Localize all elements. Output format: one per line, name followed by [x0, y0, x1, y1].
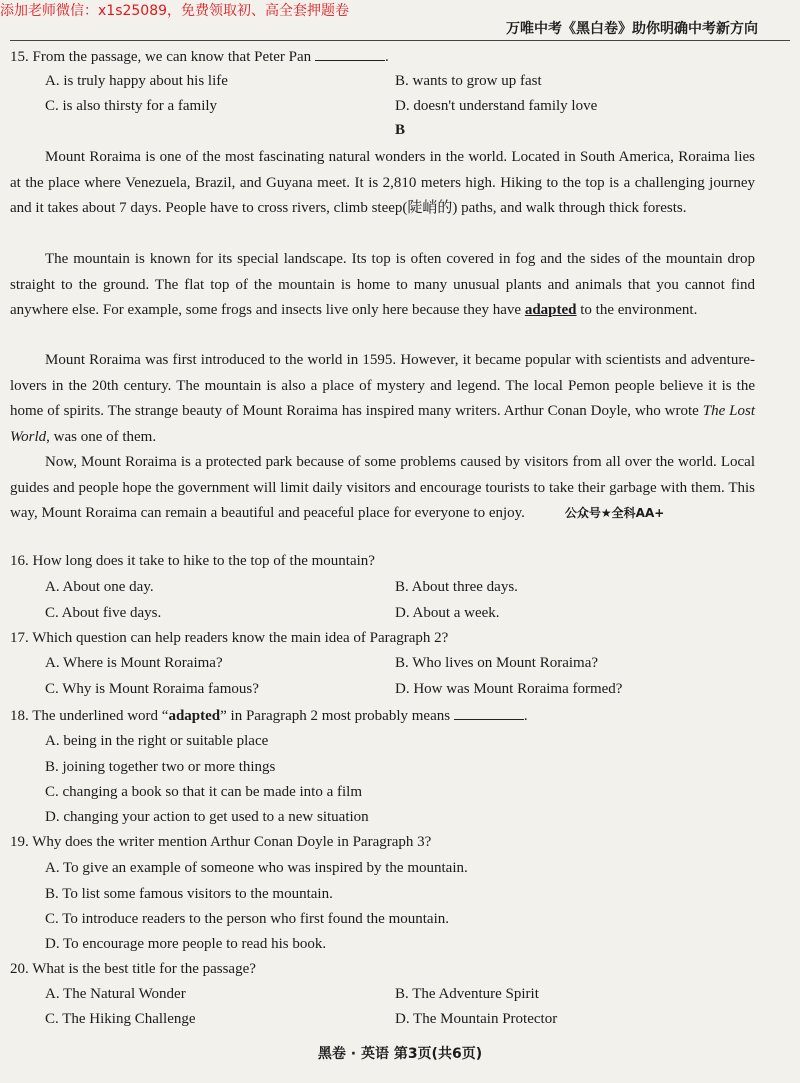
p2-text-before: The mountain is known for its special landscape. Its top is often covered in fog and the sides of the mountain drop straight to the ground. The flat top of the mountain is home to many unusual plants and animals that you cannot find anywhere else. For example, some frogs and insects live only here because they have — [10, 251, 755, 318]
section-letter: B — [394, 122, 405, 138]
question-17-stem: 17. Which question can help readers know the main idea of Paragraph 2? — [10, 630, 449, 646]
q19-option-c: C. To introduce readers to the person who first found the mountain. — [45, 911, 450, 927]
p4-text: Now, Mount Roraima is a protected park because of some problems caused by visitors from all over the world. Local guides and people hope the government will limit daily visitors and encourage tourists to take their garbage with them. This way, Mount Roraima can remain a beautiful and peaceful place for everyone to enjoy. — [10, 454, 755, 521]
q18-end: . — [523, 708, 528, 724]
passage-paragraph-2 — [10, 247, 755, 324]
q15-option-d: D. doesn't understand family love — [395, 98, 598, 114]
question-15-stem — [10, 48, 389, 66]
header-divider — [10, 40, 790, 41]
question-15-text: 15. From the passage, we can know that Peter Pan — [10, 49, 312, 65]
q16-option-b: B. About three days. — [395, 579, 518, 595]
q18-keyword: adapted — [168, 708, 221, 724]
q16-option-d: D. About a week. — [395, 605, 500, 621]
q18-option-a: A. being in the right or suitable place — [45, 733, 269, 749]
passage-paragraph-1: Mount Roraima is one of the most fascinating natural wonders in the world. Located in South America, Roraima lies at the place where Venezuela, Brazil, and Guyana meet. It is 2,810 meters high. Hiking to the top is a challenging journey and it takes about 7 days. People have to cross rivers, climb steep(陡峭的) paths, and walk through thick forests. — [10, 149, 755, 216]
q20-option-a: A. The Natural Wonder — [45, 986, 186, 1002]
q17-option-c: C. Why is Mount Roraima famous? — [45, 681, 259, 697]
q19-option-b: B. To list some famous visitors to the mountain. — [45, 886, 333, 902]
p3-text-after: , was one of them. — [46, 428, 157, 445]
answer-blank — [315, 48, 385, 61]
q15-option-c: C. is also thirsty for a family — [45, 98, 218, 114]
book-title: The Lost World — [10, 403, 755, 445]
q18-option-c: C. changing a book so that it can be made into a film — [45, 784, 363, 800]
question-15-end: . — [384, 49, 389, 65]
q17-option-a: A. Where is Mount Roraima? — [45, 655, 223, 671]
q18-option-d: D. changing your action to get used to a new situation — [45, 809, 369, 825]
underlined-word: adapted — [524, 302, 577, 318]
question-16-stem: 16. How long does it take to hike to the top of the mountain? — [10, 553, 375, 569]
p3-text-before: Mount Roraima was first introduced to the world in 1595. However, it became popular with scientists and adventure-lovers in the 20th century. The mountain is also a place of mystery and legend. The local Pemon people believe it is the home of spirits. The strange beauty of Mount Roraima has inspired many writers. Arthur Conan Doyle, who wrote — [10, 352, 755, 419]
q16-option-a: A. About one day. — [45, 579, 154, 595]
question-18-stem — [10, 707, 528, 725]
watermark-text: 添加老师微信：x1s25089，免费领取初、高全套押题卷 — [0, 3, 350, 19]
page-footer: 黑卷 · 英语 第3页(共6页) — [317, 1046, 483, 1062]
q15-option-a: A. is truly happy about his life — [45, 73, 228, 89]
passage-paragraph-3 — [10, 348, 755, 450]
question-19-stem: 19. Why does the writer mention Arthur Conan Doyle in Paragraph 3? — [10, 834, 432, 850]
q20-option-c: C. The Hiking Challenge — [45, 1011, 196, 1027]
q16-option-c: C. About five days. — [45, 605, 162, 621]
q18-text-after: ” in Paragraph 2 most probably means — [220, 708, 451, 724]
q15-option-b: B. wants to grow up fast — [395, 73, 542, 89]
wechat-account-label: 公众号★全科AA+ — [564, 506, 665, 520]
q19-option-a: A. To give an example of someone who was inspired by the mountain. — [45, 860, 468, 876]
q17-option-b: B. Who lives on Mount Roraima? — [395, 655, 599, 671]
q20-option-d: D. The Mountain Protector — [395, 1011, 558, 1027]
p2-text-after: to the environment. — [576, 302, 698, 318]
q20-option-b: B. The Adventure Spirit — [395, 986, 539, 1002]
q19-option-d: D. To encourage more people to read his book. — [45, 936, 327, 952]
q18-text-before: 18. The underlined word “ — [10, 708, 169, 724]
header-slogan: 万唯中考《黑白卷》助你明确中考新方向 — [506, 21, 758, 37]
question-20-stem: 20. What is the best title for the passage? — [10, 961, 256, 977]
passage-paragraph-4 — [10, 450, 755, 527]
q17-option-d: D. How was Mount Roraima formed? — [395, 681, 623, 697]
answer-blank — [454, 707, 524, 720]
q18-option-b: B. joining together two or more things — [45, 759, 276, 775]
